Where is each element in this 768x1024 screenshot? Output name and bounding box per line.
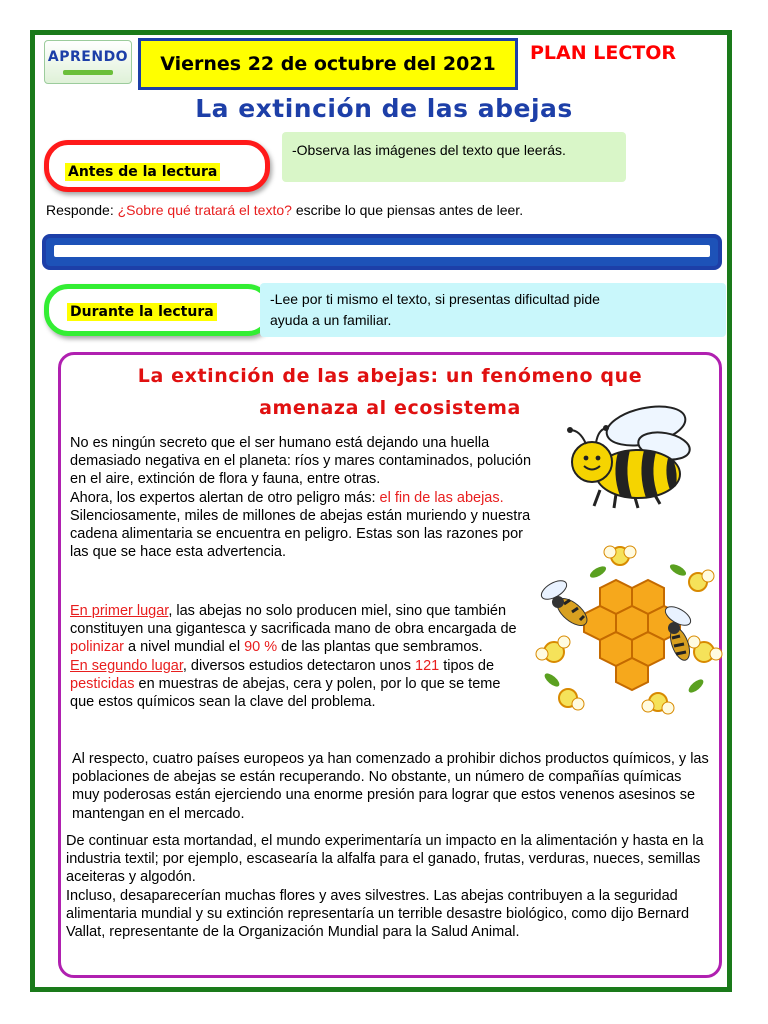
- intro-text: No es ningún secreto que el ser humano está dejando una huella demasiado negativa en el planeta: ríos y mares contaminados, polución en el aire, extinción de flora y fauna, entre otras.: [70, 435, 532, 488]
- first-reason-label: En primer lugar: [70, 603, 169, 619]
- second-reason-label: En segundo lugar: [70, 657, 183, 674]
- during-reading-hint: [260, 283, 726, 337]
- cartoon-bee-illustration: [560, 400, 700, 512]
- paragraph-consequences: [66, 832, 716, 941]
- consequences-text-2: Incluso, desaparecerían muchas flores y aves silvestres. Las abejas contribuyen a la seguridad alimentaria mundial y su extinción representaría un terrible desastre biológico, como dijo Bernard Vallat, representante de la Organización Mundial para la Salud Animal.: [66, 887, 690, 941]
- during-hint-line-2: ayuda a un familiar.: [270, 312, 392, 328]
- count-highlight: 121: [415, 657, 440, 674]
- respond-prompt: [46, 202, 523, 218]
- date-banner: Viernes 22 de octubre del 2021: [138, 38, 518, 90]
- first-reason-text-3: de las plantas que sembramos.: [277, 639, 483, 656]
- honeycomb-illustration: [528, 542, 724, 718]
- second-reason-text-2: tipos de: [439, 657, 495, 674]
- during-reading-label: Durante la lectura: [67, 303, 217, 321]
- paragraph-europe: Al respecto, cuatro países europeos ya han comenzado a prohibir dichos productos químicos, y las poblaciones de abejas se están recuperando. No obstante, un número de compañías químicas muy poderosas están ejerciendo una enorme presión para lograr que estos venenos asesinos se mantengan en el mercado.: [72, 751, 709, 822]
- before-reading-badge: [44, 140, 270, 192]
- logo-text: APRENDO: [47, 49, 129, 65]
- percent-highlight: 90 %: [244, 639, 278, 656]
- before-reading-hint: -Observa las imágenes del texto que leerás.: [282, 132, 626, 182]
- answer-field[interactable]: [42, 234, 722, 270]
- second-reason-text: , diversos estudios detectaron unos: [182, 657, 416, 674]
- respond-prefix: Responde:: [46, 202, 118, 218]
- first-reason-text-2: a nivel mundial el: [124, 639, 245, 656]
- article-title-line-1: La extinción de las abejas: un fenómeno que: [137, 365, 643, 387]
- article-title-line-2: amenaza al ecosistema: [259, 397, 521, 419]
- alert-highlight: el fin de las abejas.: [379, 489, 504, 506]
- during-hint-line-1: -Lee por ti mismo el texto, si presentas dificultad pide: [270, 291, 600, 307]
- logo-underline: [63, 70, 113, 75]
- before-reading-label: Antes de la lectura: [65, 163, 220, 181]
- pesticides-highlight: pesticidas: [70, 675, 135, 692]
- paragraph-reasons: [70, 602, 524, 711]
- second-reason-text-3: en muestras de abejas, cera y polen, por lo que se teme que estos químicos sean la clave del problema.: [70, 675, 501, 711]
- alert-text: Ahora, los expertos alertan de otro peligro más:: [70, 489, 380, 506]
- pollinate-highlight: polinizar: [70, 639, 124, 656]
- aprendo-logo: [44, 40, 132, 84]
- page-title: La extinción de las abejas: [195, 94, 573, 123]
- during-reading-badge: [44, 284, 272, 336]
- respond-suffix: escribe lo que piensas antes de leer.: [291, 202, 524, 218]
- consequences-text: De continuar esta mortandad, el mundo experimentaría un impacto en la alimentación y hasta en la industria textil; por ejemplo, escasearía la alfalfa para el ganado, frutas, verduras, nueces, semillas aceiteras y algodón.: [66, 833, 704, 886]
- respond-question: ¿Sobre qué tratará el texto?: [117, 202, 292, 218]
- answer-field-line: [54, 245, 710, 257]
- first-reason-text: , las abejas no solo producen miel, sino que también constituyen una gigantesca y sacrificada mano de obra encargada de: [70, 603, 517, 638]
- paragraph-intro: [70, 434, 532, 561]
- plan-lector-label: PLAN LECTOR: [530, 42, 677, 64]
- alert-rest: Silenciosamente, miles de millones de abejas están muriendo y nuestra cadena alimentaria se encuentra en peligro. Estas son las razones por las que se hace esta advertencia.: [70, 507, 531, 561]
